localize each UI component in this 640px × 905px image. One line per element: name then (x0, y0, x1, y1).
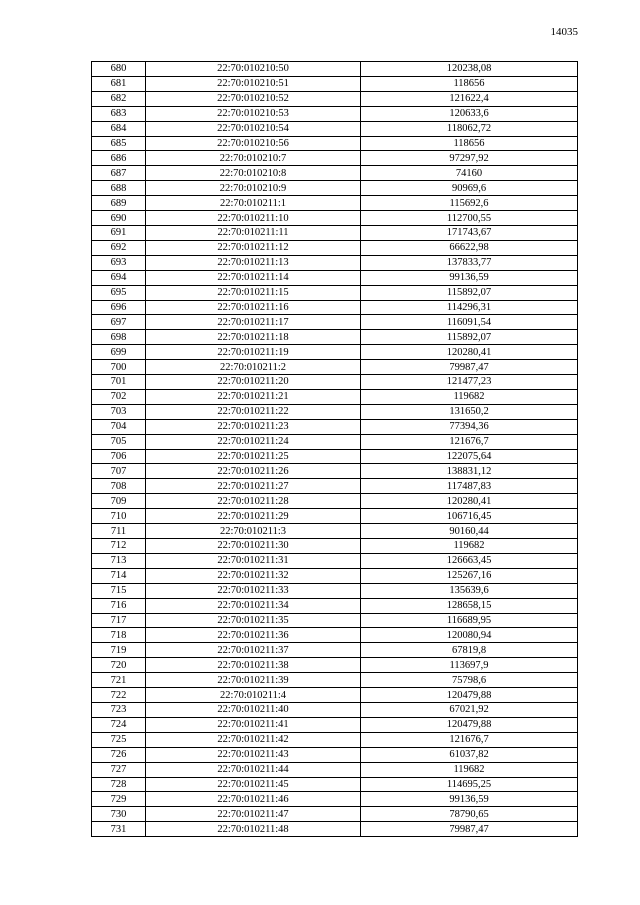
row-number-cell: 692 (92, 240, 146, 255)
cadastral-number-cell: 22:70:010210:8 (146, 166, 361, 181)
row-number-cell: 702 (92, 389, 146, 404)
value-cell: 118656 (361, 76, 578, 91)
row-number-cell: 700 (92, 360, 146, 375)
value-cell: 116091,54 (361, 315, 578, 330)
table-row (92, 717, 578, 732)
value-cell: 125267,16 (361, 568, 578, 583)
cadastral-number-cell: 22:70:010211:1 (146, 196, 361, 211)
row-number-cell: 684 (92, 121, 146, 136)
cadastral-number-cell: 22:70:010211:31 (146, 553, 361, 568)
cadastral-number-cell: 22:70:010211:43 (146, 747, 361, 762)
row-number-cell: 731 (92, 822, 146, 837)
row-number-cell: 727 (92, 762, 146, 777)
cadastral-number-cell: 22:70:010210:56 (146, 136, 361, 151)
value-cell: 122075,64 (361, 449, 578, 464)
value-cell: 90969,6 (361, 181, 578, 196)
table-row (92, 151, 578, 166)
row-number-cell: 698 (92, 330, 146, 345)
value-cell: 75798,6 (361, 673, 578, 688)
row-number-cell: 694 (92, 270, 146, 285)
row-number-cell: 686 (92, 151, 146, 166)
row-number-cell: 691 (92, 225, 146, 240)
value-cell: 99136,59 (361, 270, 578, 285)
table-row (92, 479, 578, 494)
row-number-cell: 710 (92, 509, 146, 524)
row-number-cell: 697 (92, 315, 146, 330)
table-row (92, 419, 578, 434)
cadastral-number-cell: 22:70:010210:7 (146, 151, 361, 166)
value-cell: 115692,6 (361, 196, 578, 211)
cadastral-number-cell: 22:70:010211:15 (146, 285, 361, 300)
value-cell: 112700,55 (361, 211, 578, 226)
row-number-cell: 719 (92, 643, 146, 658)
value-cell: 135639,6 (361, 583, 578, 598)
table-row (92, 196, 578, 211)
table-row (92, 434, 578, 449)
row-number-cell: 728 (92, 777, 146, 792)
cadastral-number-cell: 22:70:010211:40 (146, 702, 361, 717)
row-number-cell: 701 (92, 375, 146, 390)
table-row (92, 524, 578, 539)
cadastral-number-cell: 22:70:010211:44 (146, 762, 361, 777)
value-cell: 120238,08 (361, 62, 578, 77)
cadastral-number-cell: 22:70:010211:29 (146, 509, 361, 524)
value-cell: 119682 (361, 539, 578, 554)
cadastral-number-cell: 22:70:010211:26 (146, 464, 361, 479)
row-number-cell: 703 (92, 404, 146, 419)
table-row (92, 777, 578, 792)
cadastral-number-cell: 22:70:010211:21 (146, 389, 361, 404)
row-number-cell: 681 (92, 76, 146, 91)
value-cell: 99136,59 (361, 792, 578, 807)
value-cell: 114695,25 (361, 777, 578, 792)
table-row (92, 673, 578, 688)
row-number-cell: 722 (92, 688, 146, 703)
table-row (92, 747, 578, 762)
table-row (92, 389, 578, 404)
table-row (92, 166, 578, 181)
cadastral-number-cell: 22:70:010211:23 (146, 419, 361, 434)
cadastral-number-cell: 22:70:010210:50 (146, 62, 361, 77)
row-number-cell: 705 (92, 434, 146, 449)
cadastral-number-cell: 22:70:010211:42 (146, 732, 361, 747)
row-number-cell: 699 (92, 345, 146, 360)
table-row (92, 613, 578, 628)
table-row (92, 628, 578, 643)
table-row (92, 360, 578, 375)
row-number-cell: 723 (92, 702, 146, 717)
cadastral-number-cell: 22:70:010211:27 (146, 479, 361, 494)
cadastral-number-cell: 22:70:010211:13 (146, 255, 361, 270)
value-cell: 97297,92 (361, 151, 578, 166)
row-number-cell: 687 (92, 166, 146, 181)
table-row (92, 598, 578, 613)
value-cell: 138831,12 (361, 464, 578, 479)
cadastral-number-cell: 22:70:010211:22 (146, 404, 361, 419)
table-row (92, 732, 578, 747)
table-row (92, 315, 578, 330)
table-row (92, 539, 578, 554)
table-row (92, 688, 578, 703)
table-row (92, 553, 578, 568)
row-number-cell: 708 (92, 479, 146, 494)
value-cell: 121622,4 (361, 91, 578, 106)
cadastral-number-cell: 22:70:010211:11 (146, 225, 361, 240)
value-cell: 113697,9 (361, 658, 578, 673)
row-number-cell: 715 (92, 583, 146, 598)
row-number-cell: 718 (92, 628, 146, 643)
table-row (92, 181, 578, 196)
value-cell: 120479,88 (361, 717, 578, 732)
table-row (92, 494, 578, 509)
value-cell: 119682 (361, 389, 578, 404)
value-cell: 121477,23 (361, 375, 578, 390)
cadastral-number-cell: 22:70:010211:38 (146, 658, 361, 673)
row-number-cell: 714 (92, 568, 146, 583)
value-cell: 67819,8 (361, 643, 578, 658)
table-row (92, 375, 578, 390)
row-number-cell: 696 (92, 300, 146, 315)
cadastral-number-cell: 22:70:010210:52 (146, 91, 361, 106)
table-row (92, 91, 578, 106)
table-row (92, 225, 578, 240)
cadastral-number-cell: 22:70:010211:17 (146, 315, 361, 330)
table-row (92, 300, 578, 315)
cadastral-number-cell: 22:70:010211:45 (146, 777, 361, 792)
row-number-cell: 704 (92, 419, 146, 434)
value-cell: 137833,77 (361, 255, 578, 270)
value-cell: 114296,31 (361, 300, 578, 315)
cadastral-number-cell: 22:70:010211:24 (146, 434, 361, 449)
cadastral-number-cell: 22:70:010211:39 (146, 673, 361, 688)
cadastral-number-cell: 22:70:010211:34 (146, 598, 361, 613)
row-number-cell: 693 (92, 255, 146, 270)
table-row (92, 255, 578, 270)
cadastral-number-cell: 22:70:010211:20 (146, 375, 361, 390)
table-row (92, 807, 578, 822)
table-row (92, 121, 578, 136)
cadastral-number-cell: 22:70:010211:14 (146, 270, 361, 285)
value-cell: 117487,83 (361, 479, 578, 494)
table-row (92, 136, 578, 151)
cadastral-number-cell: 22:70:010211:16 (146, 300, 361, 315)
value-cell: 78790,65 (361, 807, 578, 822)
row-number-cell: 711 (92, 524, 146, 539)
cadastral-number-cell: 22:70:010211:47 (146, 807, 361, 822)
table-row (92, 509, 578, 524)
row-number-cell: 680 (92, 62, 146, 77)
row-number-cell: 720 (92, 658, 146, 673)
cadastral-number-cell: 22:70:010210:54 (146, 121, 361, 136)
cadastral-number-cell: 22:70:010211:32 (146, 568, 361, 583)
value-cell: 67021,92 (361, 702, 578, 717)
row-number-cell: 695 (92, 285, 146, 300)
cadastral-number-cell: 22:70:010211:3 (146, 524, 361, 539)
cadastral-number-cell: 22:70:010211:28 (146, 494, 361, 509)
data-table (91, 61, 578, 837)
value-cell: 121676,7 (361, 732, 578, 747)
value-cell: 118656 (361, 136, 578, 151)
cadastral-number-cell: 22:70:010211:2 (146, 360, 361, 375)
value-cell: 120633,6 (361, 106, 578, 121)
row-number-cell: 685 (92, 136, 146, 151)
value-cell: 79987,47 (361, 360, 578, 375)
table-row (92, 464, 578, 479)
table-row (92, 583, 578, 598)
table-row (92, 404, 578, 419)
cadastral-number-cell: 22:70:010211:46 (146, 792, 361, 807)
value-cell: 61037,82 (361, 747, 578, 762)
value-cell: 131650,2 (361, 404, 578, 419)
cadastral-number-cell: 22:70:010211:12 (146, 240, 361, 255)
value-cell: 116689,95 (361, 613, 578, 628)
table-row (92, 762, 578, 777)
table-row (92, 345, 578, 360)
table-row (92, 211, 578, 226)
value-cell: 120479,88 (361, 688, 578, 703)
value-cell: 115892,07 (361, 330, 578, 345)
value-cell: 118062,72 (361, 121, 578, 136)
cadastral-number-cell: 22:70:010211:48 (146, 822, 361, 837)
table-row (92, 792, 578, 807)
row-number-cell: 725 (92, 732, 146, 747)
cadastral-number-cell: 22:70:010211:30 (146, 539, 361, 554)
table-row (92, 240, 578, 255)
table-row (92, 270, 578, 285)
value-cell: 79987,47 (361, 822, 578, 837)
row-number-cell: 724 (92, 717, 146, 732)
page-number: 14035 (550, 26, 578, 38)
table-row (92, 822, 578, 837)
row-number-cell: 706 (92, 449, 146, 464)
cadastral-number-cell: 22:70:010211:10 (146, 211, 361, 226)
value-cell: 115892,07 (361, 285, 578, 300)
row-number-cell: 707 (92, 464, 146, 479)
value-cell: 66622,98 (361, 240, 578, 255)
value-cell: 106716,45 (361, 509, 578, 524)
value-cell: 74160 (361, 166, 578, 181)
table-row (92, 76, 578, 91)
table-row (92, 643, 578, 658)
cadastral-number-cell: 22:70:010211:19 (146, 345, 361, 360)
cadastral-number-cell: 22:70:010211:25 (146, 449, 361, 464)
value-cell: 120080,94 (361, 628, 578, 643)
row-number-cell: 726 (92, 747, 146, 762)
value-cell: 119682 (361, 762, 578, 777)
row-number-cell: 712 (92, 539, 146, 554)
cadastral-number-cell: 22:70:010211:36 (146, 628, 361, 643)
row-number-cell: 713 (92, 553, 146, 568)
row-number-cell: 683 (92, 106, 146, 121)
value-cell: 120280,41 (361, 494, 578, 509)
cadastral-number-cell: 22:70:010210:9 (146, 181, 361, 196)
cadastral-number-cell: 22:70:010211:37 (146, 643, 361, 658)
value-cell: 121676,7 (361, 434, 578, 449)
value-cell: 77394,36 (361, 419, 578, 434)
table-body (92, 62, 578, 837)
row-number-cell: 730 (92, 807, 146, 822)
table-row (92, 658, 578, 673)
value-cell: 90160,44 (361, 524, 578, 539)
cadastral-number-cell: 22:70:010210:51 (146, 76, 361, 91)
row-number-cell: 682 (92, 91, 146, 106)
table-row (92, 330, 578, 345)
value-cell: 120280,41 (361, 345, 578, 360)
row-number-cell: 721 (92, 673, 146, 688)
value-cell: 128658,15 (361, 598, 578, 613)
cadastral-number-cell: 22:70:010211:33 (146, 583, 361, 598)
table-row (92, 702, 578, 717)
table-row (92, 62, 578, 77)
row-number-cell: 729 (92, 792, 146, 807)
row-number-cell: 688 (92, 181, 146, 196)
value-cell: 171743,67 (361, 225, 578, 240)
row-number-cell: 717 (92, 613, 146, 628)
row-number-cell: 690 (92, 211, 146, 226)
table-row (92, 449, 578, 464)
value-cell: 126663,45 (361, 553, 578, 568)
table-row (92, 568, 578, 583)
table-row (92, 106, 578, 121)
cadastral-number-cell: 22:70:010211:4 (146, 688, 361, 703)
row-number-cell: 709 (92, 494, 146, 509)
cadastral-number-cell: 22:70:010211:41 (146, 717, 361, 732)
cadastral-number-cell: 22:70:010211:35 (146, 613, 361, 628)
cadastral-number-cell: 22:70:010210:53 (146, 106, 361, 121)
cadastral-number-cell: 22:70:010211:18 (146, 330, 361, 345)
row-number-cell: 716 (92, 598, 146, 613)
table-row (92, 285, 578, 300)
row-number-cell: 689 (92, 196, 146, 211)
